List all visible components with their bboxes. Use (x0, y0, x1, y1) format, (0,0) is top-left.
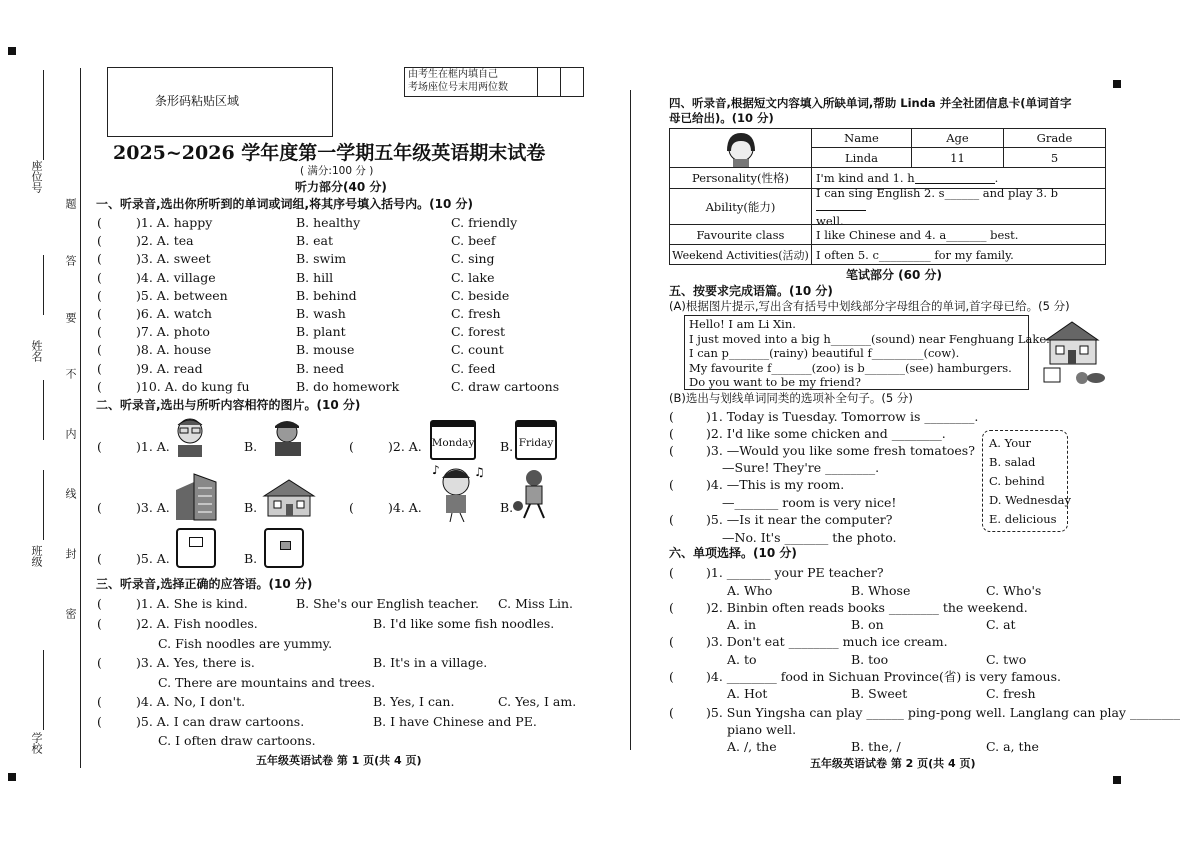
corner-mark (8, 47, 16, 55)
page-title: 2025~2026 学年度第一学期五年级英语期末试卷 (113, 142, 546, 164)
option-item: E. delicious (989, 512, 1057, 526)
row-personality-value: I'm kind and 1. h . (811, 167, 1106, 189)
section-5a-heading: (A)根据图片提示,写出含有括号中划线部分字母组合的单词,首字母已给。(5 分) (669, 299, 1070, 313)
paren: ( (97, 439, 102, 454)
s6-q4a: A. Hot (727, 686, 768, 701)
letter-line: Hello! I am Li Xin. (689, 317, 796, 331)
s6-q5c: C. a, the (986, 739, 1039, 754)
s3-q4c: C. Yes, I am. (498, 694, 577, 709)
section-4-heading-cont: 母已给出)。(10 分) (669, 111, 774, 125)
s6-q4: )4. ________ food in Sichuan Province(省) is very famous. (706, 669, 1061, 684)
s3-q1c: C. Miss Lin. (498, 596, 573, 611)
boy-basketball-icon (512, 466, 552, 524)
s6-q1a: A. Who (727, 583, 773, 598)
s1-item-c: C. friendly (451, 215, 518, 230)
row-class-value: I like Chinese and 4. a_______ best. (811, 224, 1106, 245)
question-2-2: )2. A. (388, 439, 422, 454)
s5b-q3-answer: —Sure! They're ________. (722, 460, 880, 475)
s1-item-b: B. eat (296, 233, 334, 249)
row-class-label: Favourite class (669, 224, 812, 245)
s6-q1: )1. _______ your PE teacher? (706, 565, 884, 580)
paren: ( (97, 324, 102, 340)
corner-mark (8, 773, 16, 781)
s3-q2b: B. I'd like some fish noodles. (373, 616, 555, 631)
s1-item-a: )1. A. happy (136, 215, 213, 230)
boy-cap-icon (265, 414, 305, 460)
option-item: C. behind (989, 474, 1045, 488)
header-age: Age (911, 128, 1004, 148)
s6-q3c: C. two (986, 652, 1027, 667)
paren: ( (669, 426, 674, 441)
page-divider (630, 90, 631, 750)
barcode-label: 条形码粘贴区域 (155, 94, 240, 108)
s6-q2c: C. at (986, 617, 1016, 632)
option-b: B. (244, 500, 258, 515)
s3-q1a: )1. A. She is kind. (136, 596, 248, 611)
written-part: 笔试部分 (60 分) (846, 268, 943, 282)
s1-item-a: )7. A. photo (136, 324, 210, 340)
margin-line (43, 380, 44, 440)
s1-item-b: B. behind (296, 287, 357, 303)
s5b-q4: )4. —This is my room. (706, 477, 845, 492)
header-grade: Grade (1003, 128, 1106, 148)
s6-q1c: C. Who's (986, 583, 1042, 598)
seat-box-divider (560, 67, 561, 97)
section-5b-heading: (B)选出与划线单词同类的选项补全句子。(5 分) (669, 391, 913, 405)
question-2-5: )5. A. (136, 551, 170, 566)
warning-char: 封 (64, 548, 77, 559)
house-picture-icon (1040, 318, 1106, 392)
section-5-heading: 五、按要求完成语篇。(10 分) (669, 284, 833, 298)
paren: ( (669, 512, 674, 527)
s6-q3: )3. Don't eat ________ much ice cream. (706, 634, 948, 649)
margin-line (43, 255, 44, 315)
s6-q4b: B. Sweet (851, 686, 908, 701)
value-name: Linda (811, 147, 912, 168)
paren: ( (97, 616, 102, 631)
corner-mark (1113, 80, 1121, 88)
s6-q1b: B. Whose (851, 583, 911, 598)
option-item: B. salad (989, 455, 1036, 469)
section-2-heading: 二、听录音,选出与所听内容相符的图片。(10 分) (96, 398, 361, 412)
monday-calendar-icon: Monday (430, 420, 476, 460)
s1-item-a: )8. A. house (136, 342, 212, 358)
section-4-heading: 四、听录音,根据短文内容填入所缺单词,帮助 Linda 并全社团信息卡(单词首字 (669, 96, 1072, 110)
s6-q5b: B. the, / (851, 739, 901, 754)
s6-q5a: A. /, the (727, 739, 777, 754)
s1-item-a: )5. A. between (136, 287, 228, 303)
corner-mark (1113, 776, 1121, 784)
personality-text: I'm kind and 1. h (816, 171, 915, 185)
option-b: B. (500, 500, 514, 515)
question-2-1: )1. A. (136, 439, 170, 454)
s1-item-b: B. hill (296, 269, 334, 285)
blank[interactable] (915, 172, 995, 184)
letter-line: I just moved into a big h_______(sound) near Fenghuang Lake. (689, 331, 1050, 346)
letter-line: My favourite f_______(zoo) is b_______(see) hamburgers. (689, 360, 1012, 375)
s1-item-c: C. beef (451, 233, 496, 249)
paren: ( (97, 306, 102, 321)
paren: ( (349, 500, 354, 515)
ability-line-2: well. (816, 213, 844, 228)
row-ability-label: Ability(能力) (669, 188, 812, 225)
section-1-heading: 一、听录音,选出你所听到的单词或词组,将其序号填入括号内。(10 分) (96, 197, 473, 211)
paren: ( (349, 439, 354, 454)
option-b: B. (244, 439, 258, 454)
section-3-heading: 三、听录音,选择正确的应答语。(10 分) (96, 577, 313, 591)
man-glasses-icon (172, 415, 208, 461)
margin-line (43, 650, 44, 730)
s3-q5a: )5. A. I can draw cartoons. (136, 714, 305, 729)
warning-char: 题 (64, 198, 77, 209)
class-label: 班级 (30, 545, 43, 567)
ability-line-1: I can sing English 2. s______ and play 3. b (816, 186, 1105, 214)
s3-q3a: )3. A. Yes, there is. (136, 655, 255, 670)
paren: ( (97, 551, 102, 566)
s1-item-b: B. plant (296, 324, 346, 340)
seat-box-divider (537, 67, 538, 97)
paren: ( (97, 233, 102, 249)
question-2-4: )4. A. (388, 500, 422, 515)
s6-q5-cont: piano well. (727, 722, 797, 737)
s3-q3b: B. It's in a village. (373, 655, 488, 670)
s3-q2c: C. Fish noodles are yummy. (158, 636, 333, 651)
s1-item-b: B. healthy (296, 215, 361, 230)
paren: ( (97, 694, 102, 709)
office-building-icon (172, 470, 224, 526)
paren: ( (669, 477, 674, 492)
paren: ( (97, 655, 102, 670)
s1-item-c: C. draw cartoons (451, 378, 560, 394)
value-age: 11 (911, 147, 1004, 168)
name-label: 姓名 (30, 340, 43, 362)
paren: ( (97, 596, 102, 611)
paren: ( (97, 342, 102, 358)
girl-singing-icon (430, 462, 486, 526)
margin-line (43, 70, 44, 160)
seat-notice: 由考生在框内填自己 (408, 69, 498, 80)
s5b-q4-answer: —_______ room is very nice! (722, 495, 897, 510)
warning-char: 密 (64, 608, 77, 619)
s6-q4c: C. fresh (986, 686, 1036, 701)
warning-char: 答 (64, 255, 77, 266)
house-icon (262, 478, 316, 522)
s1-item-b: B. do homework (296, 378, 400, 394)
s1-item-c: C. beside (451, 287, 510, 303)
s3-q3c: C. There are mountains and trees. (158, 675, 376, 690)
s6-q5: )5. Sun Yingsha can play ______ ping-pong well. Langlang can play ________ (706, 705, 1180, 720)
listening-part: 听力部分(40 分) (295, 180, 387, 194)
s1-item-c: C. feed (451, 360, 496, 376)
s1-item-c: C. lake (451, 269, 495, 285)
seat-label: 座位号 (30, 160, 43, 193)
s5b-q1: )1. Today is Tuesday. Tomorrow is ________. (706, 409, 979, 424)
s5b-q5: )5. —Is it near the computer? (706, 512, 893, 527)
s1-item-a: )10. A. do kung fu (136, 378, 250, 394)
s3-q5b: B. I have Chinese and PE. (373, 714, 537, 729)
full-score: ( 满分:100 分 ) (300, 165, 374, 177)
paren: ( (669, 669, 674, 684)
section-6-heading: 六、单项选择。(10 分) (669, 546, 797, 560)
footer-left: 五年级英语试卷 第 1 页(共 4 页) (256, 754, 422, 767)
footer-right: 五年级英语试卷 第 2 页(共 4 页) (810, 757, 976, 770)
button-key-icon (264, 528, 304, 568)
s3-q1b: B. She's our English teacher. (296, 596, 480, 611)
s3-q2a: )2. A. Fish noodles. (136, 616, 258, 631)
s6-q2: )2. Binbin often reads books ________ the weekend. (706, 600, 1028, 615)
s1-item-a: )9. A. read (136, 360, 203, 376)
s1-item-c: C. fresh (451, 306, 501, 321)
s1-item-c: C. sing (451, 251, 495, 267)
s1-item-a: )2. A. tea (136, 233, 194, 249)
paren: ( (669, 600, 674, 615)
warning-char: 内 (64, 428, 77, 439)
paren: ( (97, 287, 102, 303)
s1-item-a: )4. A. village (136, 269, 216, 285)
question-2-3: )3. A. (136, 500, 170, 515)
paren: ( (97, 269, 102, 285)
button-key-icon (176, 528, 216, 568)
option-b: B. (500, 439, 514, 454)
row-weekend-value: I often 5. c_________ for my family. (811, 244, 1106, 265)
paren: ( (97, 251, 102, 267)
s1-item-b: B. mouse (296, 342, 355, 358)
paren: ( (669, 565, 674, 580)
paren: ( (97, 360, 102, 376)
row-personality-label: Personality(性格) (669, 167, 812, 189)
s1-item-a: )3. A. sweet (136, 251, 211, 267)
row-weekend-label: Weekend Activities(活动) (669, 244, 812, 265)
s1-item-b: B. wash (296, 306, 346, 321)
paren: ( (97, 500, 102, 515)
letter-line: Do you want to be my friend? (689, 375, 861, 389)
s1-item-b: B. swim (296, 251, 347, 267)
paren: ( (669, 443, 674, 458)
option-item: A. Your (989, 436, 1032, 450)
letter-line: I can p_______(rainy) beautiful f_________(cow). (689, 346, 960, 360)
paren: ( (669, 409, 674, 424)
s6-q2a: A. in (727, 617, 757, 632)
s1-item-a: )6. A. watch (136, 306, 212, 321)
s5b-q5-answer: —No. It's _______ the photo. (722, 530, 897, 545)
school-label: 学校 (30, 732, 43, 754)
seat-notice: 考场座位号末用两位数 (408, 82, 508, 93)
s1-item-c: C. forest (451, 324, 506, 340)
value-grade: 5 (1003, 147, 1106, 168)
linda-avatar-cell (669, 128, 812, 168)
girl-avatar-icon (721, 129, 761, 167)
s3-q4b: B. Yes, I can. (373, 694, 455, 709)
s6-q2b: B. on (851, 617, 884, 632)
paren: ( (97, 714, 102, 729)
s3-q5c: C. I often draw cartoons. (158, 733, 316, 748)
s5b-q2: )2. I'd like some chicken and ________. (706, 426, 946, 441)
s6-q3b: B. too (851, 652, 889, 667)
svg-text:♪: ♪ (432, 463, 440, 477)
margin-line (43, 470, 44, 540)
friday-calendar-icon: Friday (515, 420, 557, 460)
warning-char: 不 (64, 368, 77, 379)
s3-q4a: )4. A. No, I don't. (136, 694, 246, 709)
paren: ( (669, 705, 674, 720)
row-ability-value (811, 185, 1106, 228)
svg-text:♫: ♫ (474, 465, 485, 479)
s1-item-b: B. need (296, 360, 344, 376)
s6-q3a: A. to (727, 652, 757, 667)
paren: ( (97, 378, 102, 394)
warning-char: 要 (64, 312, 77, 323)
binding-line (80, 68, 81, 768)
paren: ( (97, 215, 102, 230)
s5b-q3: )3. —Would you like some fresh tomatoes? (706, 443, 975, 458)
paren: ( (669, 634, 674, 649)
option-b: B. (244, 551, 258, 566)
warning-char: 线 (64, 488, 77, 499)
s1-item-c: C. count (451, 342, 504, 358)
option-item: D. Wednesday (989, 493, 1071, 507)
header-name: Name (811, 128, 912, 148)
